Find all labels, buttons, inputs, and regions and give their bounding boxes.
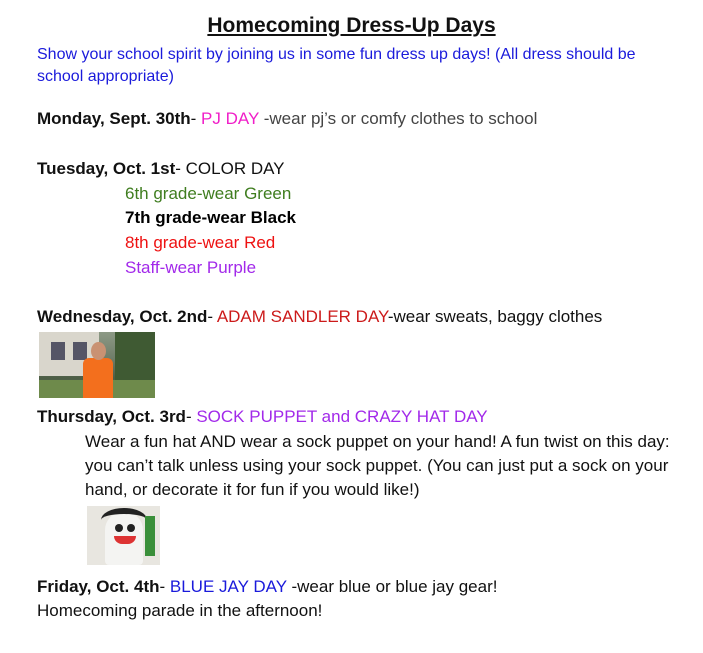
wednesday-date: Wednesday, Oct. 2nd <box>37 307 208 326</box>
thursday-date: Thursday, Oct. 3rd <box>37 407 186 426</box>
friday-description: -wear blue or blue jay gear! <box>286 577 498 596</box>
sock-puppet-photo <box>87 506 160 565</box>
monday-description: -wear pj’s or comfy clothes to school <box>259 109 538 128</box>
grade-7-color: 7th grade-wear Black <box>125 208 297 227</box>
tuesday-theme: COLOR DAY <box>185 159 285 178</box>
staff-color: Staff-wear Purple <box>125 258 257 277</box>
grade-6-color: 6th grade-wear Green <box>125 184 292 203</box>
wednesday-description: -wear sweats, baggy clothes <box>387 307 603 326</box>
thursday-theme: SOCK PUPPET and CRAZY HAT DAY <box>196 407 488 426</box>
wednesday-theme: ADAM SANDLER DAY <box>216 307 388 326</box>
tuesday-separator: - <box>175 159 186 178</box>
page-title: Homecoming Dress-Up Days <box>207 14 496 37</box>
grade-8-color: 8th grade-wear Red <box>125 233 276 252</box>
friday-note: Homecoming parade in the afternoon! <box>37 601 323 620</box>
adam-sandler-photo <box>39 332 155 398</box>
monday-separator: - <box>190 109 202 128</box>
thursday-description: Wear a fun hat AND wear a sock puppet on your hand! A fun twist on this day: you can’t talk unless using your sock puppet. (You can just put a sock on your hand, or decorate it for fun if you would like!) <box>85 432 670 499</box>
friday-date: Friday, Oct. 4th <box>37 577 160 596</box>
tuesday-line <box>37 158 285 180</box>
friday-separator: - <box>159 577 170 596</box>
monday-date: Monday, Sept. 30th <box>37 109 191 128</box>
intro-text: Show your school spirit by joining us in some fun dress up days! (All dress should be school appropriate) <box>37 46 636 85</box>
monday-line <box>37 108 537 130</box>
wednesday-separator: - <box>207 307 217 326</box>
thursday-line <box>37 406 488 428</box>
friday-theme: BLUE JAY DAY <box>169 577 287 596</box>
friday-line <box>37 576 497 598</box>
monday-theme: PJ DAY <box>201 109 259 128</box>
thursday-separator: - <box>185 407 197 426</box>
wednesday-line <box>37 306 602 328</box>
tuesday-date: Tuesday, Oct. 1st <box>37 159 176 178</box>
